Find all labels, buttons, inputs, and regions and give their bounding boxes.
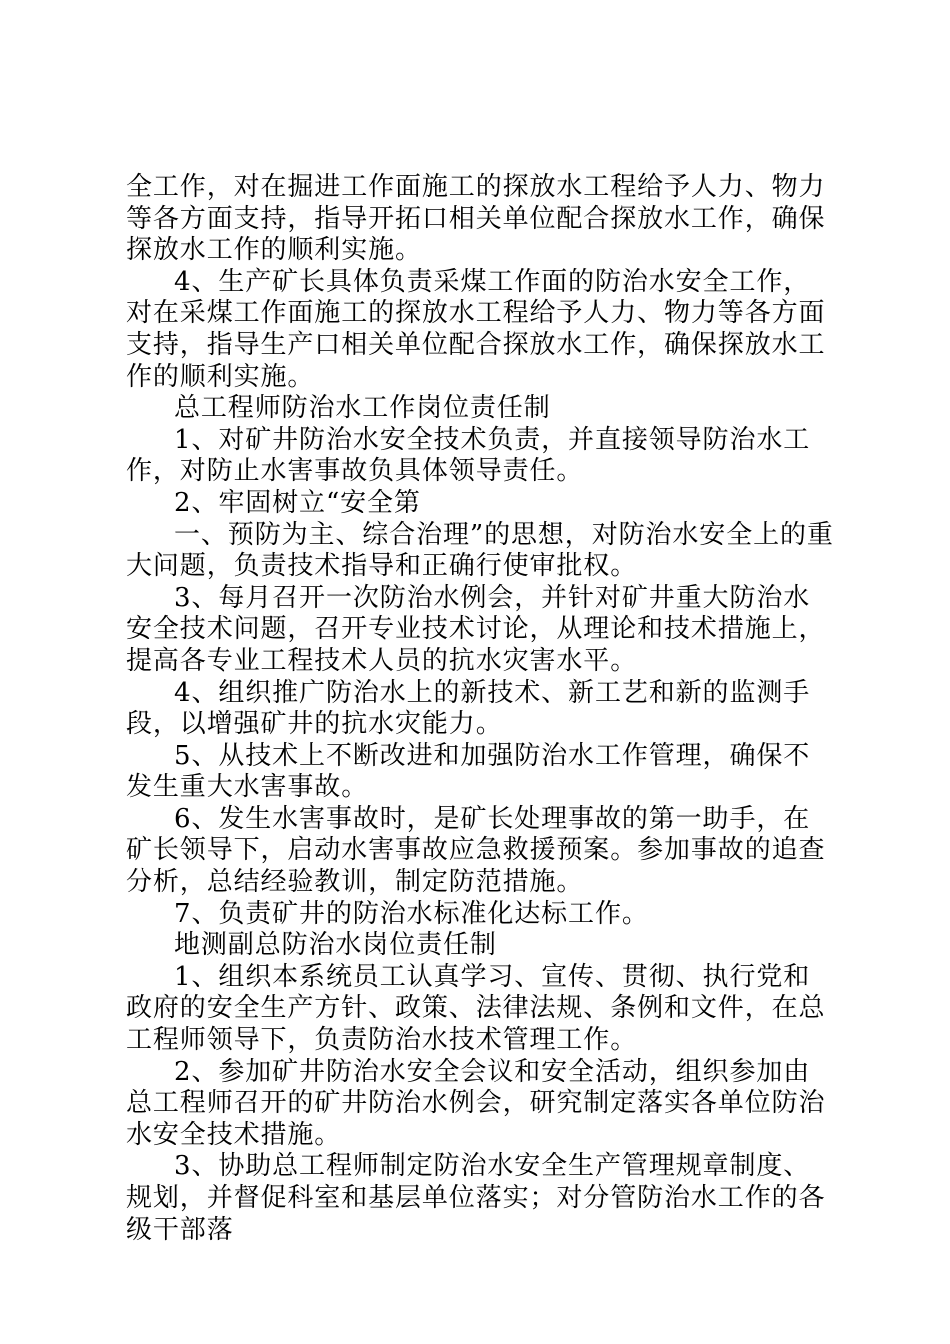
paragraph-item-2b: 2、参加矿井防治水安全会议和安全活动，组织参加由总工程师召开的矿井防治水例会，研究制定落实各单位防治水安全技术措施。 [126,1056,826,1150]
paragraph-item-5: 5、从技术上不断改进和加强防治水工作管理，确保不发生重大水害事故。 [126,740,811,803]
paragraph-item-3b: 3、协助总工程师制定防治水安全生产管理规章制度、规划，并督促科室和基层单位落实；对分管防治水工作的各级干部落 [126,1151,826,1245]
paragraph-item-2: 2、牢固树立“安全第 [174,487,421,518]
paragraph-item-7: 7、负责矿井的防治水标准化达标工作。 [174,898,649,929]
paragraph-continuation: 全工作，对在掘进工作面施工的探放水工程给予人力、物力等各方面支持，指导开拓口相关单位配合探放水工作，确保探放水工作的顺利实施。 [126,172,826,266]
section-heading-survey-deputy: 地测副总防治水岗位责任制 [174,930,497,961]
paragraph-item-4b: 4、组织推广防治水上的新技术、新工艺和新的监测手段，以增强矿井的抗水灾能力。 [126,677,811,740]
paragraph-item-3: 3、每月召开一次防治水例会，并针对矿井重大防治水安全技术问题，召开专业技术讨论，从理论和技术措施上，提高各专业工程技术人员的抗水灾害水平。 [126,582,826,676]
paragraph-item-1b: 1、组织本系统员工认真学习、宣传、贯彻、执行党和政府的安全生产方针、政策、法律法规、条例和文件，在总工程师领导下，负责防治水技术管理工作。 [126,961,826,1056]
section-heading-chief-engineer: 总工程师防治水工作岗位责任制 [174,393,551,424]
paragraph-item-4: 4、生产矿长具体负责采煤工作面的防治水安全工作，对在采煤工作面施工的探放水工程给予人力、物力等各方面支持，指导生产口相关单位配合探放水工作，确保探放水工作的顺利实施。 [126,266,826,392]
paragraph-item-6: 6、发生水害事故时，是矿长处理事故的第一助手，在矿长领导下，启动水害事故应急救援预案。参加事故的追查分析，总结经验教训，制定防范措施。 [126,803,826,898]
paragraph-item-1: 1、对矿井防治水安全技术负责，并直接领导防治水工作，对防止水害事故负具体领导责任。 [126,424,811,487]
paragraph-item-2-cont: 一、预防为主、综合治理”的思想，对防治水安全上的重大问题，负责技术指导和正确行使审批权。 [126,519,834,582]
document-body [126,172,836,1246]
